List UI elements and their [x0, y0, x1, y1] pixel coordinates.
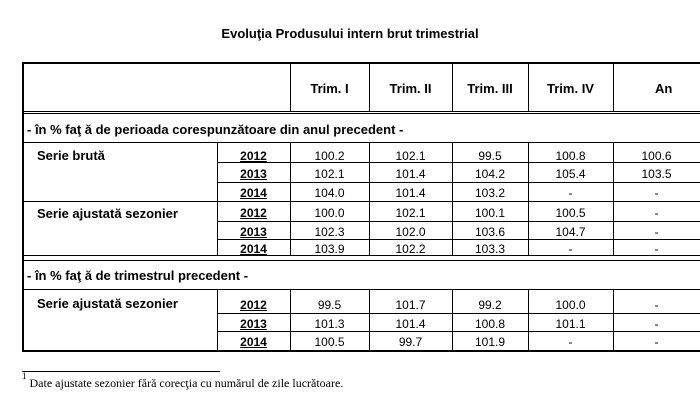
table-cell: 102.1 — [395, 149, 426, 163]
table-cell: 103.6 — [474, 225, 506, 239]
section-label: - în % faţ ă de perioada corespunzătoare din anul precedent - — [27, 122, 404, 137]
row-divider — [217, 239, 700, 240]
section-divider — [22, 113, 700, 114]
table-cell: 100.8 — [474, 317, 506, 331]
table-cell: 105.4 — [555, 167, 586, 181]
table-cell: 103.9 — [314, 242, 345, 256]
table-cell: 104.2 — [474, 167, 506, 181]
table-cell: - — [654, 242, 659, 256]
section-divider — [22, 260, 700, 261]
table-cell: 101.4 — [395, 186, 426, 200]
table-cell: 103.2 — [474, 186, 506, 200]
year-label: 2013 — [240, 167, 267, 181]
table-cell: 99.2 — [478, 298, 502, 312]
year-label: 2013 — [240, 317, 267, 331]
year-label: 2014 — [240, 242, 267, 256]
row-divider — [217, 331, 700, 332]
table-cell: - — [654, 186, 659, 200]
table-cell: 100.0 — [314, 206, 345, 220]
header-divider — [22, 111, 700, 112]
table-cell: 101.7 — [395, 298, 426, 312]
table-cell: 100.8 — [555, 149, 586, 163]
column-divider — [613, 63, 614, 112]
table-cell: 100.0 — [555, 298, 586, 312]
table-cell: 102.0 — [395, 225, 426, 239]
year-label: 2012 — [240, 206, 267, 220]
year-label: 2014 — [240, 335, 267, 349]
year-label: 2013 — [240, 225, 267, 239]
table-cell: 100.5 — [555, 206, 586, 220]
column-header-trim-2: Trim. II — [389, 81, 432, 96]
table-cell: 104.7 — [555, 225, 586, 239]
table-cell: - — [654, 335, 659, 349]
table-cell: 104.0 — [314, 186, 345, 200]
table-cell: 101.3 — [314, 317, 345, 331]
table-cell: 102.1 — [395, 206, 426, 220]
table-cell: 99.5 — [478, 149, 502, 163]
footnote-text: Date ajustate sezonier fără corecţia cu numărul de zile lucrătoare. — [29, 376, 344, 390]
table-cell: 100.2 — [314, 149, 345, 163]
table-cell: 99.5 — [317, 298, 342, 312]
row-divider — [217, 182, 700, 183]
table-cell: 100.1 — [474, 206, 506, 220]
table-cell: 102.2 — [395, 242, 426, 256]
row-divider — [217, 313, 700, 314]
table-cell: 101.4 — [395, 317, 426, 331]
section-divider — [22, 142, 700, 143]
year-label: 2012 — [240, 298, 267, 312]
group-label: Serie brută — [37, 148, 105, 163]
table-cell: - — [654, 317, 659, 331]
table-cell: 102.3 — [314, 225, 345, 239]
group-label: Serie ajustată sezonier — [37, 206, 178, 221]
table-cell: 101.9 — [474, 335, 506, 349]
year-label: 2014 — [240, 186, 267, 200]
table-cell: 103.3 — [474, 242, 506, 256]
column-header-trim-3: Trim. III — [467, 81, 513, 96]
table-cell: - — [654, 298, 659, 312]
table-cell: - — [568, 242, 573, 256]
footnote-rule — [22, 371, 220, 372]
group-divider — [22, 201, 700, 202]
group-label: Serie ajustată sezonier — [37, 296, 178, 311]
column-header-trim-4: Trim. IV — [547, 81, 594, 96]
table-cell: - — [568, 186, 573, 200]
section-divider — [22, 289, 700, 290]
table-cell: - — [568, 335, 573, 349]
table-cell: 100.6 — [641, 149, 672, 163]
table-cell: 99.7 — [398, 335, 423, 349]
table-cell: 100.5 — [314, 335, 345, 349]
table-cell: - — [654, 225, 659, 239]
footnote-mark: 1 — [22, 371, 27, 381]
table-cell: 102.1 — [314, 167, 345, 181]
table-cell: 101.4 — [395, 167, 426, 181]
column-header-year: An — [655, 81, 673, 96]
column-header-trim-1: Trim. I — [310, 81, 349, 96]
section-label: - în % faţ ă de trimestrul precedent - — [27, 268, 249, 283]
year-label: 2012 — [240, 149, 267, 163]
table-cell: 101.1 — [555, 317, 586, 331]
table-title: Evoluţia Produsului intern brut trimestrial — [221, 26, 479, 41]
row-divider — [217, 221, 700, 222]
footnote — [22, 371, 344, 391]
table-cell: - — [654, 206, 659, 220]
table-cell: 103.5 — [641, 167, 672, 181]
